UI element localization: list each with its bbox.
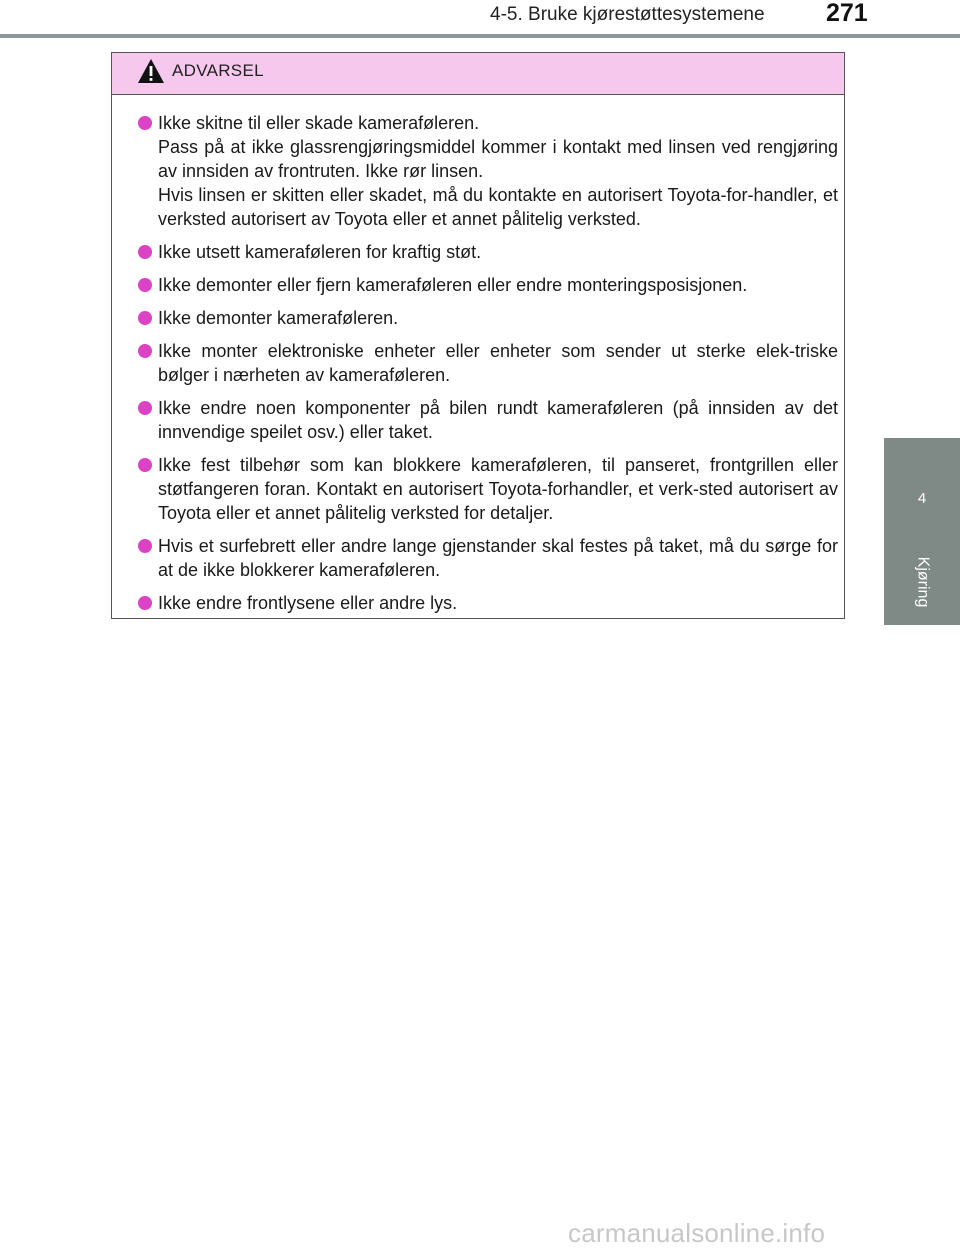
chapter-number: 4 [917, 490, 927, 507]
bullet-icon [138, 401, 152, 415]
bullet-icon [138, 116, 152, 130]
warning-title: ADVARSEL [172, 61, 264, 80]
bullet-icon [138, 278, 152, 292]
bullet-icon [138, 596, 152, 610]
item-text: Ikke monter elektroniske enheter eller enheter som sender ut sterke elek-triske bølger i nærheten av kameraføleren. [158, 341, 838, 385]
item-subtext: Pass på at ikke glassrengjøringsmiddel kommer i kontakt med linsen ved rengjøring av innsiden av frontruten. Ikke rør linsen. [158, 137, 838, 181]
warning-box [111, 52, 845, 619]
item-text: Ikke fest tilbehør som kan blokkere kameraføleren, til panseret, frontgrillen eller støtfangeren foran. Kontakt en autorisert Toyota-forhandler, et verk-sted autorisert av Toyota eller et annet pålitelig verksted for detaljer. [158, 455, 838, 523]
chapter-label: Kjøring [914, 556, 931, 608]
item-text: Ikke endre frontlysene eller andre lys. [158, 593, 458, 613]
bullet-icon [138, 245, 152, 259]
item-subtext: Hvis linsen er skitten eller skadet, må du kontakte en autorisert Toyota-for-handler, et verksted autorisert av Toyota eller et annet pålitelig verksted. [158, 185, 838, 229]
list-item [138, 396, 838, 444]
item-text: Ikke skitne til eller skade kameraføleren. [158, 113, 480, 133]
chapter-label-container [884, 552, 960, 612]
bullet-icon [138, 539, 152, 553]
bullet-icon [138, 311, 152, 325]
warning-triangle-icon [137, 58, 165, 84]
item-text: Ikke demonter eller fjern kameraføleren eller endre monteringsposisjonen. [158, 275, 748, 295]
bullet-icon [138, 458, 152, 472]
item-text: Ikke endre noen komponenter på bilen rundt kameraføleren (på innsiden av det innvendige speilet osv.) eller taket. [158, 398, 838, 442]
watermark: carmanualsonline.info [568, 1218, 826, 1248]
list-item [138, 339, 838, 387]
bullet-icon [138, 344, 152, 358]
warning-list [138, 111, 838, 624]
list-item [138, 591, 838, 615]
list-item [138, 111, 838, 231]
page-number: 271 [826, 0, 868, 27]
list-item [138, 453, 838, 525]
item-text: Ikke utsett kameraføleren for kraftig støt. [158, 242, 482, 262]
list-item [138, 306, 838, 330]
list-item [138, 273, 838, 297]
warning-header [112, 53, 844, 95]
header-divider [0, 34, 960, 38]
section-title: 4-5. Bruke kjørestøttesystemene [490, 4, 765, 25]
item-text: Ikke demonter kameraføleren. [158, 308, 399, 328]
list-item [138, 534, 838, 582]
item-text: Hvis et surfebrett eller andre lange gjenstander skal festes på taket, må du sørge for at de ikke blokkerer kameraføleren. [158, 536, 838, 580]
list-item [138, 240, 838, 264]
